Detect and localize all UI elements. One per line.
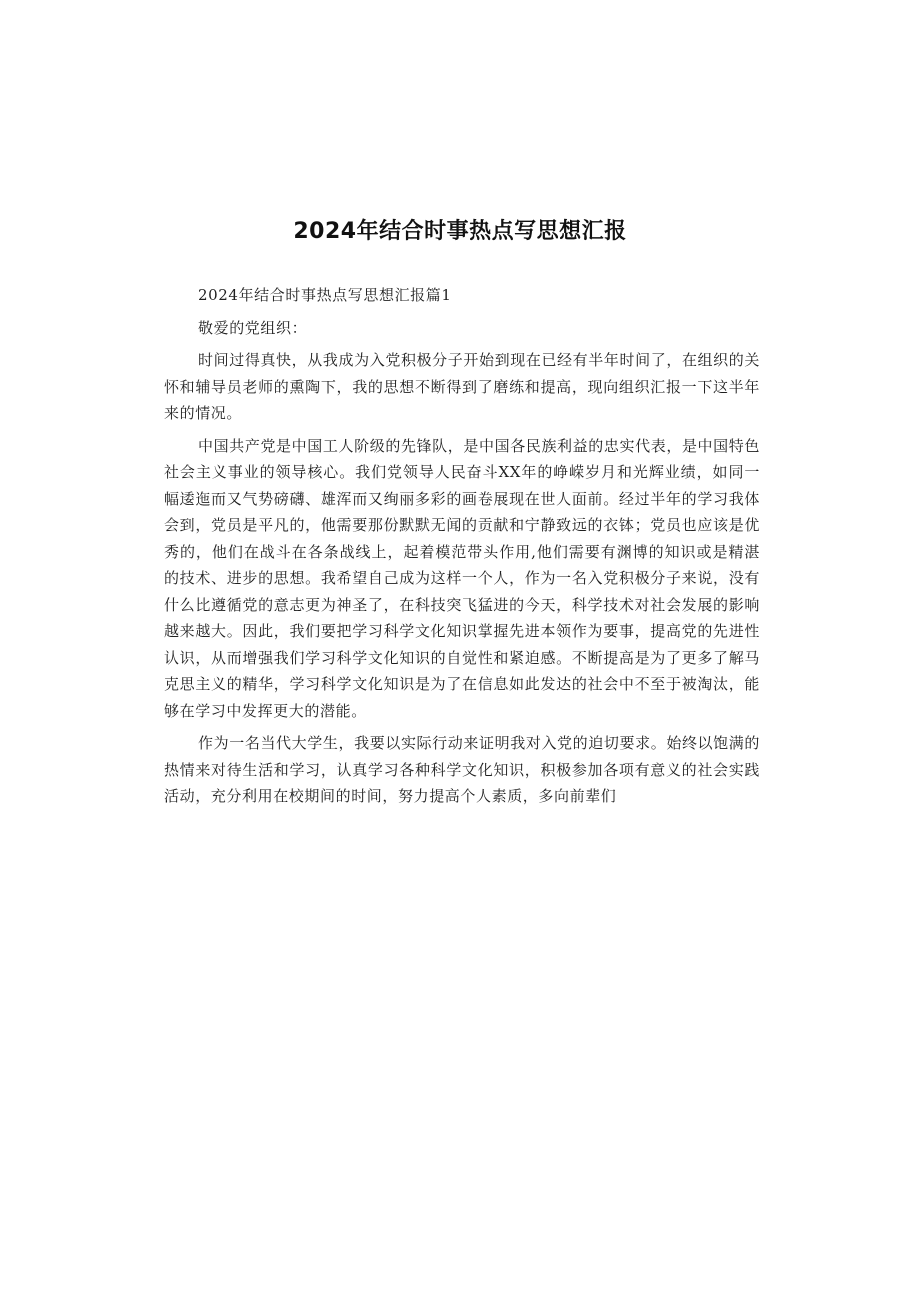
paragraph-3: 作为一名当代大学生，我要以实际行动来证明我对入党的迫切要求。始终以饱满的热情来对待生活和学习，认真学习各种科学文化知识，积极参加各项有意义的社会实践活动，充分利用在校期间的时间，努力提高个人素质，多向前辈们 [164, 734, 760, 805]
paragraph-2: 中国共产党是中国工人阶级的先锋队，是中国各民族利益的忠实代表，是中国特色社会主义事业的领导核心。我们党领导人民奋斗XX年的峥嵘岁月和光辉业绩，如同一幅逶迤而又气势磅礴、雄浑而又绚丽多彩的画卷展现在世人面前。经过半年的学习我体会到，党员是平凡的，他需要那份默默无闻的贡献和宁静致远的衣钵；党员也应该是优秀的，他们在战斗在各条战线上，起着模范带头作用,他们需要有渊博的知识或是精湛的技术、进步的思想。我希望自己成为这样一个人，作为一名入党积极分子来说，没有什么比遵循党的意志更为神圣了，在科技突飞猛进的今天，科学技术对社会发展的影响越来越大。因此，我们要把学习科学文化知识掌握先进本领作为要事，提高党的先进性认识，从而增强我们学习科学文化知识的自觉性和紧迫感。不断提高是为了更多了解马克思主义的精华，学习科学文化知识是为了在信息如此发达的社会中不至于被淘汰，能够在学习中发挥更大的潜能。 [164, 436, 760, 720]
paragraph-1: 时间过得真快，从我成为入党积极分子开始到现在已经有半年时间了，在组织的关怀和辅导员老师的熏陶下，我的思想不断得到了磨练和提高，现向组织汇报一下这半年来的情况。 [164, 351, 760, 422]
document-title: 2024年结合时事热点写思想汇报 [293, 219, 627, 244]
document-body [164, 282, 760, 810]
section-heading: 2024年结合时事热点写思想汇报篇1 [198, 286, 452, 304]
salutation: 敬爱的党组织： [198, 318, 308, 337]
